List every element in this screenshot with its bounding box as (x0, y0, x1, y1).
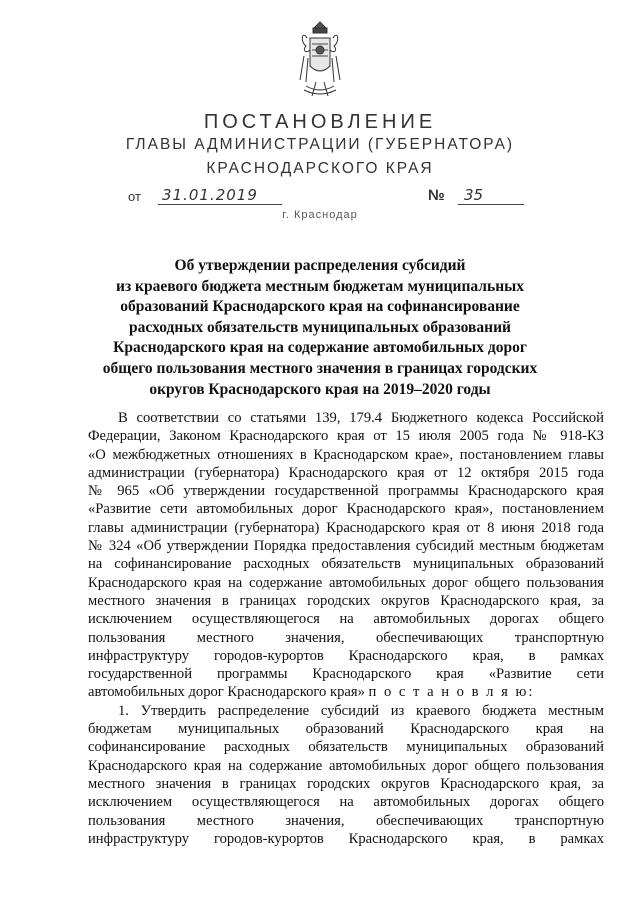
body-line: местного значения в границах городских округов Краснодарского края, за (88, 592, 604, 609)
item-1-line: бюджетам муниципальных образований Краснодарского края на (88, 721, 604, 738)
body-line: № 324 «Об утверждении Порядка предоставления субсидий местным бюджетам (88, 538, 604, 555)
body-line: исключением осуществляющегося на автомобильных дорогах общего (88, 611, 604, 628)
body-line: «Развитие сети автомобильных дорог Краснодарского края», постановлением (88, 501, 604, 518)
body-line (88, 683, 604, 701)
title-line: округов Краснодарского края на 2019–2020 годы (149, 380, 491, 398)
document-date: 31.01.2019 (158, 186, 282, 205)
item-1-line: исключением осуществляющегося на автомобильных дорогах общего (88, 794, 604, 811)
title-line: расходных обязательств муниципальных образований (129, 318, 511, 336)
resolve-word: п о с т а н о в л я ю: (368, 684, 535, 701)
document-body (88, 409, 604, 848)
city-label: г. Краснодар (282, 209, 358, 221)
item-1-line: Краснодарского края на содержание автомобильных дорог общего пользования (88, 757, 604, 774)
region-line: КРАСНОДАРСКОГО КРАЯ (206, 160, 434, 177)
body-line: администрации (губернатора) Краснодарского края от 12 октября 2015 года (88, 464, 604, 481)
issuer-line: ГЛАВЫ АДМИНИСТРАЦИИ (ГУБЕРНАТОРА) (125, 136, 515, 153)
title-line: общего пользования местного значения в границах городских (102, 359, 538, 377)
body-line: Краснодарского края на содержание автомобильных дорог общего пользования (88, 574, 604, 591)
body-line: главы администрации (губернатора) Краснодарского края от 8 июня 2018 года (88, 519, 604, 536)
number-label: № (428, 187, 445, 204)
title-line: из краевого бюджета местным бюджетам муниципальных (116, 277, 524, 295)
document-number: 35 (458, 186, 524, 205)
resolution-title (0, 256, 640, 400)
body-line: инфраструктуру городов-курортов Краснодарского края, в рамках (88, 647, 604, 664)
item-1-line: местного значения в границах городских округов Краснодарского края, за (88, 775, 604, 792)
body-line: «О межбюджетных отношениях в Краснодарском крае», постановлением главы (88, 446, 604, 463)
body-line: Федерации, Законом Краснодарского края от 15 июля 2005 года № 918-КЗ (88, 428, 604, 445)
date-label: от (128, 189, 141, 204)
body-line: на софинансирование расходных обязательств муниципальных образований (88, 556, 604, 573)
date-number-line (128, 186, 528, 210)
item-1-line: пользования местного значения, обеспечивающих транспортную (88, 812, 604, 829)
title-line: образований Краснодарского края на софинансирование (120, 298, 520, 316)
coat-of-arms-icon (298, 20, 342, 100)
body-line: В соответствии со статьями 139, 179.4 Бюджетного кодекса Российской (118, 410, 604, 426)
body-line: № 965 «Об утверждении государственной программы Краснодарского края (88, 483, 604, 500)
body-line-text: автомобильных дорог Краснодарского края» (88, 684, 365, 701)
item-1-line: 1. Утвердить распределение субсидий из краевого бюджета местным (118, 702, 604, 719)
title-line: Краснодарского края на содержание автомобильных дорог (113, 339, 527, 357)
body-line: государственной программы Краснодарского края «Развитие сети (88, 666, 604, 683)
body-line: пользования местного значения, обеспечивающих транспортную (88, 629, 604, 646)
item-1-line: инфраструктуру городов-курортов Краснодарского края, в рамках (88, 830, 604, 847)
title-line: Об утверждении распределения субсидий (174, 257, 466, 274)
item-1-line: софинансирование расходных обязательств муниципальных образований (88, 739, 604, 756)
document-type-title: ПОСТАНОВЛЕНИЕ (203, 111, 437, 133)
